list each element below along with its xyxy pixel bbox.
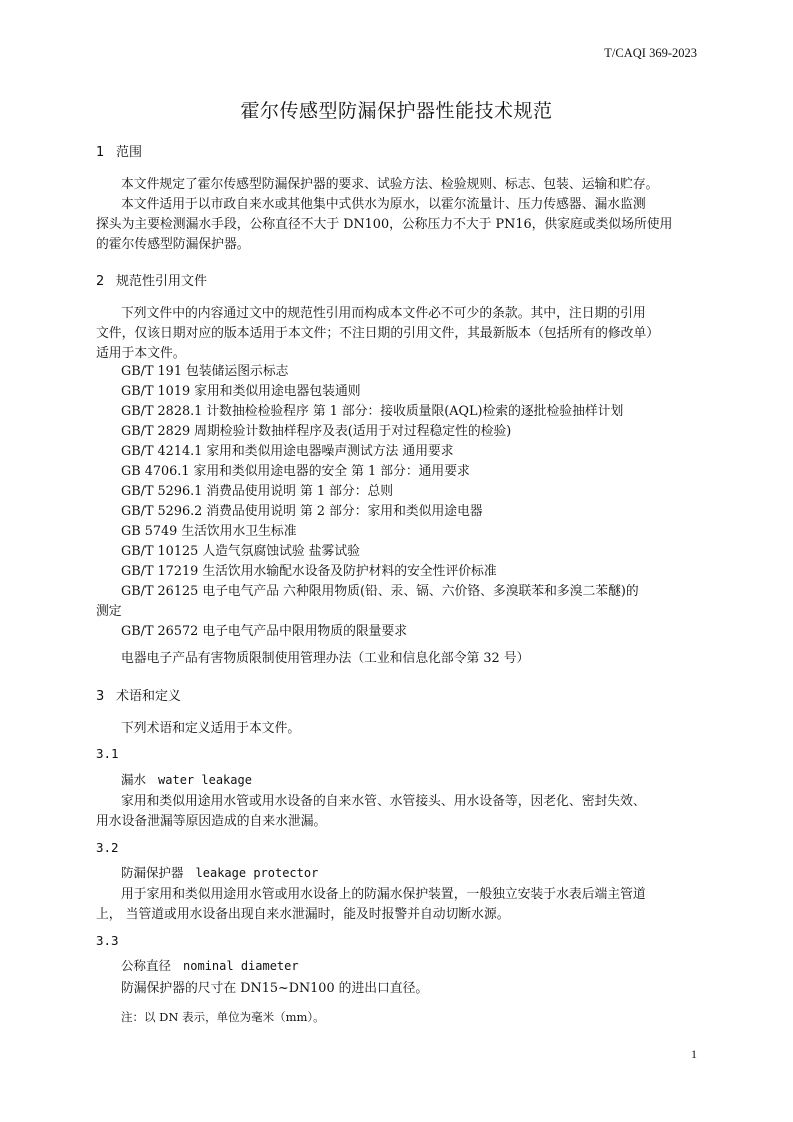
reference-item: 测定	[96, 604, 122, 619]
section-number: 3	[96, 689, 105, 704]
reference-item: GB/T 4214.1 家用和类似用途电器噪声测试方法 通用要求	[121, 444, 454, 459]
term-heading	[121, 956, 299, 974]
reference-item: GB/T 5296.1 消费品使用说明 第 1 部分：总则	[121, 484, 394, 499]
reference-item: GB/T 26572 电子电气产品中限用物质的限量要求	[121, 624, 408, 639]
page-title: 霍尔传感型防漏保护器性能技术规范	[240, 100, 553, 122]
term-zh: 防漏保护器	[121, 865, 184, 880]
term-en: water leakage	[158, 773, 252, 787]
section-number: 2	[96, 274, 105, 289]
definition: 家用和类似用途用水管或用水设备的自来水管、水管接头、用水设备等，因老化、密封失效、	[121, 794, 646, 809]
section-title: 术语和定义	[116, 689, 182, 704]
reference-item: GB/T 1019 家用和类似用途电器包装通则	[121, 384, 361, 399]
paragraph: 下列术语和定义适用于本文件。	[121, 721, 301, 736]
paragraph: 本文件适用于以市政自来水或其他集中式供水为原水，以霍尔流量计、压力传感器、漏水监测	[121, 197, 646, 212]
section-title: 范围	[116, 145, 143, 160]
reference-item: GB/T 17219 生活饮用水输配水设备及防护材料的安全性评价标准	[121, 564, 497, 579]
section-2-heading	[96, 270, 207, 289]
reference-item: GB/T 2829 周期检验计数抽样程序及表(适用于对过程稳定性的检验)	[121, 424, 512, 439]
note: 注：以 DN 表示，单位为毫米（mm）。	[121, 1010, 325, 1024]
paragraph: 文件，仅该日期对应的版本适用于本文件；不注日期的引用文件，其最新版本（包括所有的修改单）	[96, 326, 660, 341]
paragraph: 探头为主要检测漏水手段，公称直径不大于 DN100，公称压力不大于 PN16，供家庭或类似场所使用	[96, 217, 673, 232]
standard-code: T/CAQI 369-2023	[604, 46, 697, 60]
term-heading	[121, 770, 252, 788]
definition: 用水设备泄漏等原因造成的自来水泄漏。	[96, 814, 327, 829]
page-number: 1	[691, 1047, 697, 1061]
section-number: 1	[96, 145, 105, 160]
paragraph: 本文件规定了霍尔传感型防漏保护器的要求、试验方法、检验规则、标志、包装、运输和贮存。	[121, 177, 659, 192]
section-3-heading	[96, 685, 181, 704]
definition: 用于家用和类似用途用水管或用水设备上的防漏水保护装置，一般独立安装于水表后端主管道	[121, 887, 646, 902]
reference-item: GB/T 5296.2 消费品使用说明 第 2 部分：家用和类似用途电器	[121, 504, 483, 519]
reference-item: GB/T 191 包装储运图示标志	[121, 364, 289, 379]
paragraph: 适用于本文件。	[96, 346, 186, 361]
reference-item: GB 5749 生活饮用水卫生标准	[121, 524, 297, 539]
definition: 防漏保护器的尺寸在 DN15~DN100 的进出口直径。	[121, 981, 429, 996]
clause-number: 3.3	[96, 933, 119, 948]
reference-item: GB/T 26125 电子电气产品 六种限用物质(铅、汞、镉、六价铬、多溴联苯和多溴二苯醚)的	[121, 584, 639, 599]
clause-number: 3.1	[96, 746, 119, 761]
term-en: leakage protector	[195, 866, 319, 880]
reference-item: GB/T 2828.1 计数抽检检验程序 第 1 部分：接收质量限(AQL)检索的逐批检验抽样计划	[121, 404, 624, 419]
reference-item: 电器电子产品有害物质限制使用管理办法（工业和信息化部令第 32 号）	[121, 651, 530, 666]
term-heading	[121, 863, 318, 881]
term-zh: 公称直径	[121, 958, 172, 973]
clause-number: 3.2	[96, 840, 119, 855]
section-1-heading	[96, 141, 142, 160]
term-en: nominal diameter	[183, 959, 299, 973]
term-zh: 漏水	[121, 772, 147, 787]
definition: 上， 当管道或用水设备出现自来水泄漏时，能及时报警并自动切断水源。	[96, 907, 510, 922]
paragraph: 下列文件中的内容通过文中的规范性引用而构成本文件必不可少的条款。其中，注日期的引用	[121, 306, 646, 321]
section-title: 规范性引用文件	[116, 274, 208, 289]
reference-item: GB/T 10125 人造气氛腐蚀试验 盐雾试验	[121, 544, 360, 559]
paragraph: 的霍尔传感型防漏保护器。	[96, 237, 250, 252]
reference-item: GB 4706.1 家用和类似用途电器的安全 第 1 部分：通用要求	[121, 464, 470, 479]
